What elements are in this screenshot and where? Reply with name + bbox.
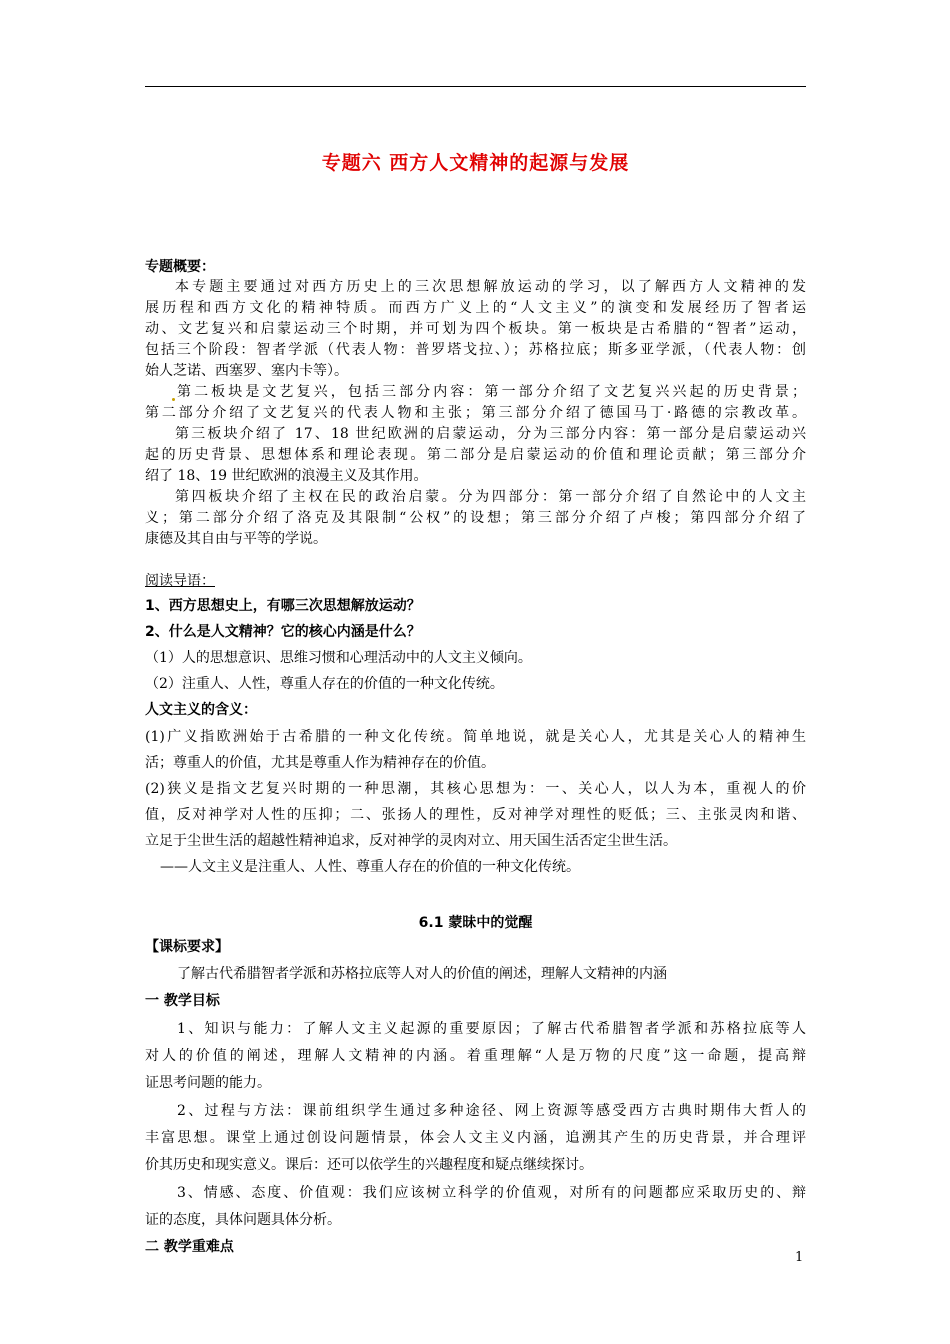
goal-line: 证思考问题的能力。 bbox=[145, 1075, 271, 1091]
meaning-line: (1)广义指欧洲始于古希腊的一种文化传统。简单地说，就是关心人，尤其是关心人的精神生 bbox=[145, 729, 806, 745]
section-title: 6.1 蒙昧中的觉醒 bbox=[418, 915, 533, 931]
overview-heading: 专题概要： bbox=[145, 259, 215, 275]
meaning-line: (2)狭义是指文艺复兴时期的一种思潮，其核心思想为：一、关心人，以人为本，重视人的价 bbox=[145, 781, 806, 797]
overview-line: 绍了 18、19 世纪欧洲的浪漫主义及其作用。 bbox=[145, 468, 428, 484]
overview-line: 起的历史背景、思想体系和理论表现。第二部分是启蒙运动的价值和理论贡献；第三部分介 bbox=[145, 447, 806, 463]
header-rule bbox=[145, 86, 806, 87]
goal-line: 对人的价值的阐述，理解人文精神的内涵。着重理解“人是万物的尺度”这一命题，提高辩 bbox=[145, 1048, 806, 1064]
meaning-line: 值，反对神学对人性的压抑；二、张扬人的理性，反对神学对理性的贬低；三、主张灵肉和谐、 bbox=[145, 807, 806, 823]
standard-text: 了解古代希腊智者学派和苏格拉底等人对人的价值的阐述，理解人文精神的内涵 bbox=[177, 966, 667, 982]
standard-heading: 【课标要求】 bbox=[145, 939, 229, 955]
overview-line: 第三板块介绍了 17、18 世纪欧洲的启蒙运动，分为三部分内容：第一部分是启蒙运动兴 bbox=[175, 426, 806, 442]
goal-line: 价其历史和现实意义。课后：还可以依学生的兴趣程度和疑点继续探讨。 bbox=[145, 1157, 593, 1173]
meaning-line: 立足于尘世生活的超越性精神追求，反对神学的灵肉对立、用天国生活否定尘世生活。 bbox=[145, 833, 677, 849]
difficulty-heading: 二 教学重难点 bbox=[145, 1239, 234, 1255]
guide-question-2: 2、什么是人文精神？它的核心内涵是什么？ bbox=[145, 624, 421, 640]
overview-line: 第二板块是文艺复兴，包括三部分内容：第一部分介绍了文艺复兴兴起的历史背景； bbox=[177, 384, 806, 400]
page-number: 1 bbox=[795, 1250, 804, 1265]
overview-line: 第二部分介绍了文艺复兴的代表人物和主张；第三部分介绍了德国马丁·路德的宗教改革。 bbox=[145, 405, 806, 421]
goal-line: 2、过程与方法：课前组织学生通过多种途径、网上资源等感受西方古典时期伟大哲人的 bbox=[177, 1103, 806, 1119]
overview-line: 动、文艺复兴和启蒙运动三个时期，并可划为四个板块。第一板块是古希腊的“智者”运动， bbox=[145, 321, 806, 337]
meaning-line: 活；尊重人的价值，尤其是尊重人作为精神存在的价值。 bbox=[145, 755, 495, 771]
goal-line: 1、知识与能力：了解人文主义起源的重要原因；了解古代希腊智者学派和苏格拉底等人 bbox=[177, 1021, 806, 1037]
goal-line: 3、情感、态度、价值观：我们应该树立科学的价值观，对所有的问题都应采取历史的、辩 bbox=[177, 1185, 806, 1201]
overview-line: 始人芝诺、西塞罗、塞内卡等）。 bbox=[145, 363, 348, 379]
overview-line: 第四板块介绍了主权在民的政治启蒙。分为四部分：第一部分介绍了自然论中的人文主 bbox=[175, 489, 806, 505]
overview-line: 包括三个阶段：智者学派（代表人物：普罗塔戈拉、）；苏格拉底；斯多亚学派，（代表人物：创 bbox=[145, 342, 806, 358]
guide-answer-2: （2）注重人、人性，尊重人存在的价值的一种文化传统。 bbox=[145, 676, 504, 692]
overview-line: 义；第二部分介绍了洛克及其限制“公权”的设想；第三部分介绍了卢梭；第四部分介绍了 bbox=[145, 510, 806, 526]
overview-line: 本专题主要通过对西方历史上的三次思想解放运动的学习，以了解西方人文精神的发 bbox=[175, 279, 806, 295]
overview-line: 展历程和西方文化的精神特质。而西方广义上的“人文主义”的演变和发展经历了智者运 bbox=[145, 300, 806, 316]
goal-line: 证的态度，具体问题具体分析。 bbox=[145, 1212, 341, 1228]
guide-question-1: 1、西方思想史上，有哪三次思想解放运动？ bbox=[145, 598, 421, 614]
meaning-heading: 人文主义的含义： bbox=[145, 702, 257, 718]
document-title: 专题六 西方人文精神的起源与发展 bbox=[321, 152, 630, 174]
goals-heading: 一 教学目标 bbox=[145, 993, 220, 1009]
goal-line: 丰富思想。课堂上通过创设问题情景，体会人文主义内涵，追溯其产生的历史背景，并合理评 bbox=[145, 1130, 806, 1146]
meaning-summary: ——人文主义是注重人、人性、尊重人存在的价值的一种文化传统。 bbox=[160, 859, 580, 875]
edit-mark bbox=[172, 383, 176, 403]
guide-answer-1: （1）人的思想意识、思维习惯和心理活动中的人文主义倾向。 bbox=[145, 650, 532, 666]
guide-heading: 阅读导语： bbox=[145, 573, 215, 589]
overview-line: 康德及其自由与平等的学说。 bbox=[145, 531, 327, 547]
